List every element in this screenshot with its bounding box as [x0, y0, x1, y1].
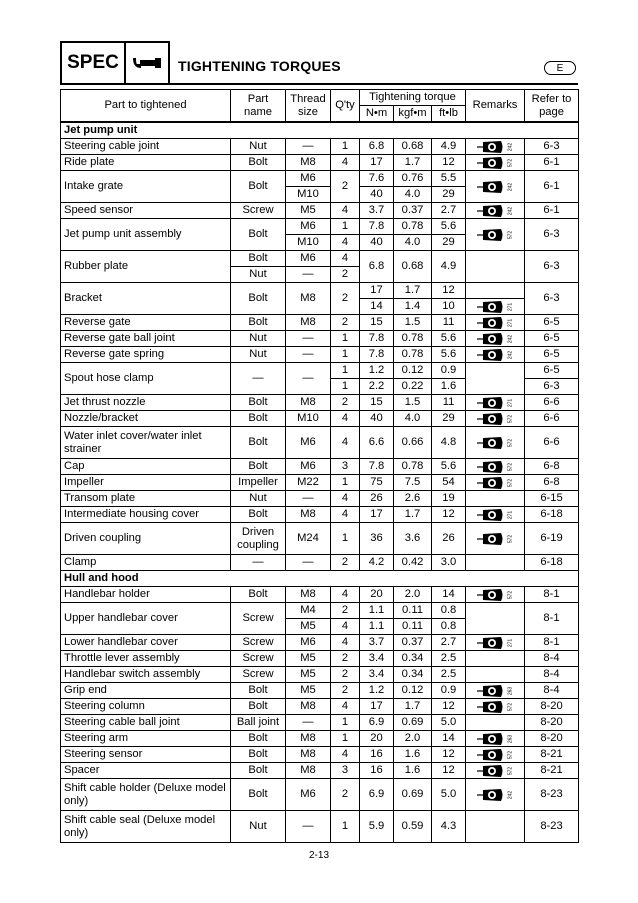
remark-icon — [466, 171, 525, 203]
section-jet-pump: Jet pump unit — [61, 122, 579, 139]
remark-icon — [466, 395, 525, 411]
table-row: Shift cable holder (Deluxe model only) Bolt M6 2 6.9 0.69 5.0 242 8-23 — [61, 779, 579, 811]
table-row: M10 4 40 4.0 29 — [61, 235, 579, 251]
threadlock-572-icon — [475, 436, 515, 450]
table-row: Spacer Bolt M8 3 16 1.6 12 572 8-21 — [61, 763, 579, 779]
svg-text:271: 271 — [507, 302, 514, 311]
svg-text:242: 242 — [507, 182, 514, 191]
svg-text:572: 572 — [507, 590, 514, 599]
remark-icon — [466, 315, 525, 331]
remark-icon — [466, 427, 525, 459]
table-row: Reverse gate spring Nut — 1 7.8 0.78 5.6 242 6-5 — [61, 347, 579, 363]
threadlock-572-icon — [475, 748, 515, 762]
table-row: Impeller Impeller M22 1 75 7.5 54 572 6-8 — [61, 475, 579, 491]
header-part-to-tightened: Part to tightened — [61, 90, 231, 123]
table-row: Speed sensor Screw M5 4 3.7 0.37 2.7 242 6-1 — [61, 203, 579, 219]
spec-box — [60, 41, 170, 85]
page-title: TIGHTENING TORQUES — [178, 58, 341, 74]
threadlock-271-icon — [475, 636, 515, 650]
torque-table — [60, 89, 579, 843]
header-thread-size: Thread size — [286, 90, 331, 123]
svg-text:242: 242 — [507, 334, 514, 343]
table-row: Grip end Bolt M5 2 1.2 0.12 0.9 263 8-4 — [61, 683, 579, 699]
table-row: Steering arm Bolt M8 1 20 2.0 14 263 8-20 — [61, 731, 579, 747]
header-qty: Q'ty — [331, 90, 360, 123]
svg-text:271: 271 — [507, 510, 514, 519]
table-row: Jet thrust nozzle Bolt M8 2 15 1.5 11 271 6-6 — [61, 395, 579, 411]
table-row: Reverse gate ball joint Nut — 1 7.8 0.78 5.6 242 6-5 — [61, 331, 579, 347]
table-row: Rubber plate Bolt M6 4 6.8 0.68 4.9 6-3 — [61, 251, 579, 267]
table-row: Handlebar switch assembly Screw M5 2 3.4 0.34 2.5 8-4 — [61, 667, 579, 683]
threadlock-271-icon — [475, 396, 515, 410]
remark-icon — [466, 299, 525, 315]
threadlock-572-icon — [475, 412, 515, 426]
table-row: Lower handlebar cover Screw M6 4 3.7 0.37 2.7 271 8-1 — [61, 635, 579, 651]
header-tightening-torque: Tightening torque — [360, 90, 466, 106]
table-row: 14 1.4 10 271 — [61, 299, 579, 315]
threadlock-572-icon — [475, 476, 515, 490]
threadlock-271-icon — [475, 508, 515, 522]
threadlock-242-icon — [475, 348, 515, 362]
table-row: Reverse gate Bolt M8 2 15 1.5 11 271 6-5 — [61, 315, 579, 331]
table-row: Nut — 2 — [61, 267, 579, 283]
threadlock-263-icon — [475, 732, 515, 746]
table-row: M10 40 4.0 29 — [61, 187, 579, 203]
table-row: Steering cable joint Nut — 1 6.8 0.68 4.9 242 6-3 — [61, 139, 579, 155]
threadlock-572-icon — [475, 532, 515, 546]
svg-text:263: 263 — [507, 686, 514, 695]
svg-text:572: 572 — [507, 702, 514, 711]
header-kgfm: kgf•m — [394, 106, 432, 123]
remark-icon — [466, 635, 525, 651]
remark-icon — [466, 219, 525, 251]
table-row: Cap Bolt M6 3 7.8 0.78 5.6 572 6-8 — [61, 459, 579, 475]
svg-text:572: 572 — [507, 230, 514, 239]
part-cell: Steering cable joint — [61, 139, 231, 155]
threadlock-271-icon — [475, 300, 515, 314]
table-row: Handlebar holder Bolt M8 4 20 2.0 14 572 8-1 — [61, 587, 579, 603]
remark-icon — [466, 587, 525, 603]
table-row: 1 2.2 0.22 1.6 6-3 — [61, 379, 579, 395]
page-number: 2-13 — [308, 850, 329, 861]
table-row: Spout hose clamp — — 1 1.2 0.12 0.9 6-5 — [61, 363, 579, 379]
table-row: Ride plate Bolt M8 4 17 1.7 12 572 6-1 — [61, 155, 579, 171]
threadlock-242-icon — [475, 788, 515, 802]
threadlock-572-icon — [475, 588, 515, 602]
svg-text:572: 572 — [507, 462, 514, 471]
svg-text:271: 271 — [507, 638, 514, 647]
svg-text:263: 263 — [507, 734, 514, 743]
remark-icon — [466, 155, 525, 171]
remark-icon — [466, 747, 525, 763]
svg-text:242: 242 — [507, 142, 514, 151]
svg-text:242: 242 — [507, 206, 514, 215]
table-row: Steering sensor Bolt M8 4 16 1.6 12 572 8-21 — [61, 747, 579, 763]
remark-icon — [466, 731, 525, 747]
table-row: Intake grate Bolt M6 2 7.6 0.76 5.5 242 6-1 — [61, 171, 579, 187]
threadlock-242-icon — [475, 180, 515, 194]
svg-text:572: 572 — [507, 534, 514, 543]
remark-icon — [466, 523, 525, 555]
section-hull-hood: Hull and hood — [61, 571, 579, 587]
svg-text:572: 572 — [507, 478, 514, 487]
wrench-icon — [126, 43, 168, 83]
header-remarks: Remarks — [466, 90, 525, 123]
svg-text:572: 572 — [507, 766, 514, 775]
table-row: Upper handlebar cover Screw M4 2 1.1 0.11 0.8 8-1 — [61, 603, 579, 619]
title-rule — [170, 83, 578, 85]
header-part-name: Part name — [231, 90, 286, 123]
remark-icon — [466, 683, 525, 699]
threadlock-242-icon — [475, 140, 515, 154]
threadlock-572-icon — [475, 460, 515, 474]
table-row: Jet pump unit assembly Bolt M6 1 7.8 0.78 5.6 572 6-3 — [61, 219, 579, 235]
header-ftlb: ft•lb — [432, 106, 466, 123]
table-row: Shift cable seal (Deluxe model only) Nut — 1 5.9 0.59 4.3 8-23 — [61, 811, 579, 843]
table-row: Nozzle/bracket Bolt M10 4 40 4.0 29 572 6-6 — [61, 411, 579, 427]
remark-icon — [466, 475, 525, 491]
threadlock-572-icon — [475, 156, 515, 170]
remark-icon — [466, 331, 525, 347]
table-row: Steering cable ball joint Ball joint — 1 6.9 0.69 5.0 8-20 — [61, 715, 579, 731]
remark-icon — [466, 507, 525, 523]
svg-text:572: 572 — [507, 158, 514, 167]
remark-icon — [466, 347, 525, 363]
threadlock-572-icon — [475, 228, 515, 242]
svg-text:572: 572 — [507, 414, 514, 423]
table-row: Transom plate Nut — 4 26 2.6 19 6-15 — [61, 491, 579, 507]
threadlock-242-icon — [475, 332, 515, 346]
table-row: Steering column Bolt M8 4 17 1.7 12 572 8-20 — [61, 699, 579, 715]
table-row: Throttle lever assembly Screw M5 2 3.4 0.34 2.5 8-4 — [61, 651, 579, 667]
svg-text:242: 242 — [507, 350, 514, 359]
remark-icon — [466, 203, 525, 219]
svg-text:271: 271 — [507, 318, 514, 327]
svg-text:572: 572 — [507, 438, 514, 447]
threadlock-242-icon — [475, 204, 515, 218]
language-badge: E — [544, 61, 576, 75]
svg-text:572: 572 — [507, 750, 514, 759]
table-row: Clamp — — 2 4.2 0.42 3.0 6-18 — [61, 555, 579, 571]
remark-icon — [466, 779, 525, 811]
header-nm: N•m — [360, 106, 394, 123]
remark-icon — [466, 411, 525, 427]
svg-text:271: 271 — [507, 398, 514, 407]
table-row: Driven coupling Driven coupling M24 1 36 3.6 26 572 6-19 — [61, 523, 579, 555]
table-row: Water inlet cover/water inlet strainer Bolt M6 4 6.6 0.66 4.8 572 6-6 — [61, 427, 579, 459]
remark-icon — [466, 763, 525, 779]
remark-icon — [466, 139, 525, 155]
table-row: M5 4 1.1 0.11 0.8 — [61, 619, 579, 635]
threadlock-271-icon — [475, 316, 515, 330]
header-refer: Refer to page — [525, 90, 579, 123]
threadlock-572-icon — [475, 764, 515, 778]
table-row: Bracket Bolt M8 2 17 1.7 12 6-3 — [61, 283, 579, 299]
svg-text:242: 242 — [507, 790, 514, 799]
threadlock-263-icon — [475, 684, 515, 698]
remark-icon — [466, 699, 525, 715]
remark-icon — [466, 459, 525, 475]
threadlock-572-icon — [475, 700, 515, 714]
table-row: Intermediate housing cover Bolt M8 4 17 1.7 12 271 6-18 — [61, 507, 579, 523]
spec-label: SPEC — [62, 43, 126, 83]
